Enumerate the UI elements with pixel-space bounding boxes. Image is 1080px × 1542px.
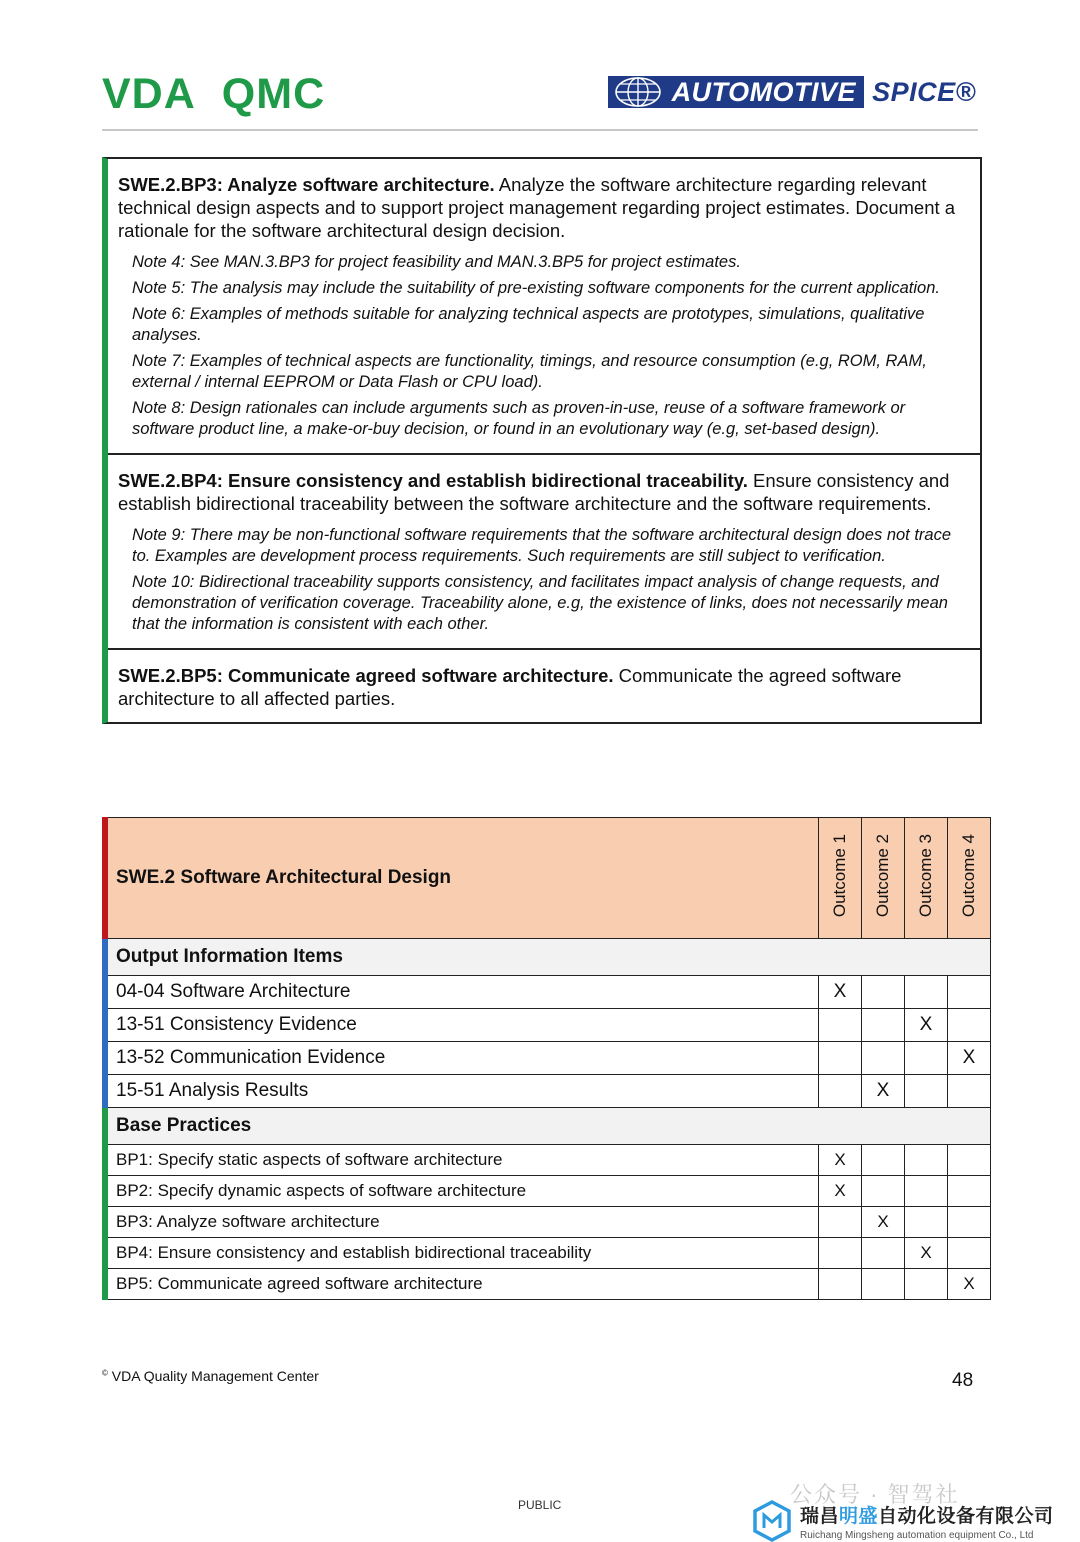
table-row: [105, 1176, 991, 1207]
bp5-paragraph: [118, 664, 968, 710]
base-practices-group-row: [105, 1108, 991, 1145]
mark-cell: [862, 1269, 905, 1300]
qmc-logo-text: QMC: [221, 70, 326, 118]
output-items-heading: Output Information Items: [105, 939, 991, 976]
note-7: Note 7: Examples of technical aspects are functionality, timings, and resource consumption (e.g, ROM, RAM, external / internal EEPROM or Data Flash or CPU load).: [132, 352, 927, 391]
classification-label: PUBLIC: [518, 1498, 562, 1512]
row-label: BP4: Ensure consistency and establish bidirectional traceability: [105, 1238, 819, 1269]
watermark-text-block: [800, 1501, 1054, 1541]
mark-cell: [819, 1207, 862, 1238]
process-title: SWE.2 Software Architectural Design: [105, 818, 819, 939]
automotive-spice-logo: [608, 76, 976, 108]
outcome-header-2: Outcome 2: [862, 818, 905, 939]
note-6: Note 6: Examples of methods suitable for analyzing technical aspects are prototypes, simulations, qualitative analyses.: [132, 305, 925, 344]
mark-cell: X: [905, 1009, 948, 1042]
row-label: BP2: Specify dynamic aspects of software architecture: [105, 1176, 819, 1207]
mark-cell: [862, 976, 905, 1009]
row-label: BP1: Specify static aspects of software architecture: [105, 1145, 819, 1176]
mark-cell: [819, 1269, 862, 1300]
table-row: [105, 1207, 991, 1238]
row-label: 15-51 Analysis Results: [105, 1075, 819, 1108]
outcome-header-1: Outcome 1: [819, 818, 862, 939]
mark-cell: [862, 1145, 905, 1176]
mark-cell: [948, 1145, 991, 1176]
outcome-header-4: Outcome 4: [948, 818, 991, 939]
table-row: [105, 976, 991, 1009]
row-label: BP3: Analyze software architecture: [105, 1207, 819, 1238]
mark-cell: X: [862, 1207, 905, 1238]
company-watermark: [752, 1500, 1054, 1542]
bp4-title: SWE.2.BP4: Ensure consistency and establish bidirectional traceability.: [118, 470, 748, 491]
vda-qmc-logo: [102, 70, 325, 119]
company-name-zh: 瑞昌明盛自动化设备有限公司: [800, 1506, 1054, 1527]
output-items-group-row: [105, 939, 991, 976]
table-row: [105, 1145, 991, 1176]
mark-cell: [948, 1009, 991, 1042]
note-10: Note 10: Bidirectional traceability supports consistency, and facilitates impact analysis of change requests, and demonstration of verification coverage. Traceability alone, e.g, the existence of links, does not necessarily mean that the information is consistent with each other.: [132, 573, 948, 633]
row-label: 13-52 Communication Evidence: [105, 1042, 819, 1075]
vda-logo-text: VDA: [102, 70, 196, 118]
mark-cell: X: [948, 1269, 991, 1300]
mark-cell: [905, 1042, 948, 1075]
table-row: [105, 1042, 991, 1075]
outcome-header-3: Outcome 3: [905, 818, 948, 939]
mark-cell: [819, 1238, 862, 1269]
mark-cell: [819, 1075, 862, 1108]
mark-cell: [862, 1042, 905, 1075]
bp3-text: Analyze the software architecture regarding relevant technical design aspects and to support project management regarding project estimates. Document a rationale for the software architectural design decision.: [118, 174, 956, 241]
mark-cell: X: [905, 1238, 948, 1269]
note-8: Note 8: Design rationales can include arguments such as proven-in-use, reuse of a software framework or software product line, a make-or-buy decision, or found in an evolutionary way (e.g, set-based design).: [132, 399, 906, 438]
row-label: 04-04 Software Architecture: [105, 976, 819, 1009]
mark-cell: [819, 1009, 862, 1042]
mark-cell: [862, 1238, 905, 1269]
company-name-en: Ruichang Mingsheng automation equipment Co., Ltd: [800, 1530, 1034, 1541]
bp3-paragraph: [118, 173, 968, 242]
outcome-table: [102, 817, 978, 1300]
mark-cell: X: [819, 976, 862, 1009]
copyright-notice: [102, 1368, 319, 1384]
mark-cell: [905, 976, 948, 1009]
page-number: 48: [952, 1370, 974, 1391]
watermark-faint-text: 公众号 · 智驾社: [790, 1482, 960, 1507]
bp5-text: Communicate the agreed software architecture to all affected parties.: [118, 665, 902, 709]
note-9: Note 9: There may be non-functional software requirements that the software architectural design does not trace to. Examples are development process requirements. Such requirements are still subject to verification.: [132, 526, 952, 565]
mark-cell: [862, 1176, 905, 1207]
copyright-symbol: ©: [102, 1368, 108, 1378]
header-divider: [102, 129, 978, 131]
mark-cell: X: [948, 1042, 991, 1075]
bp3-section: [108, 159, 980, 455]
base-practices-heading: Base Practices: [105, 1108, 991, 1145]
bp4-paragraph: [118, 469, 968, 515]
globe-icon: [608, 76, 664, 108]
table-row: [105, 1009, 991, 1042]
mark-cell: X: [862, 1075, 905, 1108]
bp4-section: [108, 455, 980, 650]
note-4: Note 4: See MAN.3.BP3 for project feasibility and MAN.3.BP5 for project estimates.: [132, 253, 741, 271]
mark-cell: [948, 1075, 991, 1108]
mark-cell: X: [819, 1176, 862, 1207]
copyright-text: VDA Quality Management Center: [111, 1368, 319, 1384]
bp3-title: SWE.2.BP3: Analyze software architecture.: [118, 174, 495, 195]
mark-cell: [905, 1207, 948, 1238]
mark-cell: [948, 1238, 991, 1269]
mark-cell: [948, 1176, 991, 1207]
bp5-title: SWE.2.BP5: Communicate agreed software architecture.: [118, 665, 614, 686]
row-label: BP5: Communicate agreed software architecture: [105, 1269, 819, 1300]
spice-text: SPICE®: [872, 76, 976, 107]
table-row: [105, 1238, 991, 1269]
mark-cell: [905, 1269, 948, 1300]
mark-cell: [905, 1176, 948, 1207]
table-title-row: [105, 818, 991, 939]
mark-cell: [948, 976, 991, 1009]
base-practices-box: [102, 157, 982, 724]
table-row: [105, 1075, 991, 1108]
mark-cell: [862, 1009, 905, 1042]
mark-cell: [819, 1042, 862, 1075]
automotive-text: AUTOMOTIVE: [664, 76, 865, 108]
hexagon-logo-icon: [752, 1500, 792, 1542]
bp4-text: Ensure consistency and establish bidirectional traceability between the software architecture and the software requirements.: [118, 470, 950, 514]
mark-cell: [905, 1145, 948, 1176]
row-label: 13-51 Consistency Evidence: [105, 1009, 819, 1042]
mark-cell: [905, 1075, 948, 1108]
mark-cell: X: [819, 1145, 862, 1176]
note-5: Note 5: The analysis may include the suitability of pre-existing software components for the current application.: [132, 279, 940, 297]
bp5-section: [108, 650, 980, 722]
table-row: [105, 1269, 991, 1300]
mark-cell: [948, 1207, 991, 1238]
